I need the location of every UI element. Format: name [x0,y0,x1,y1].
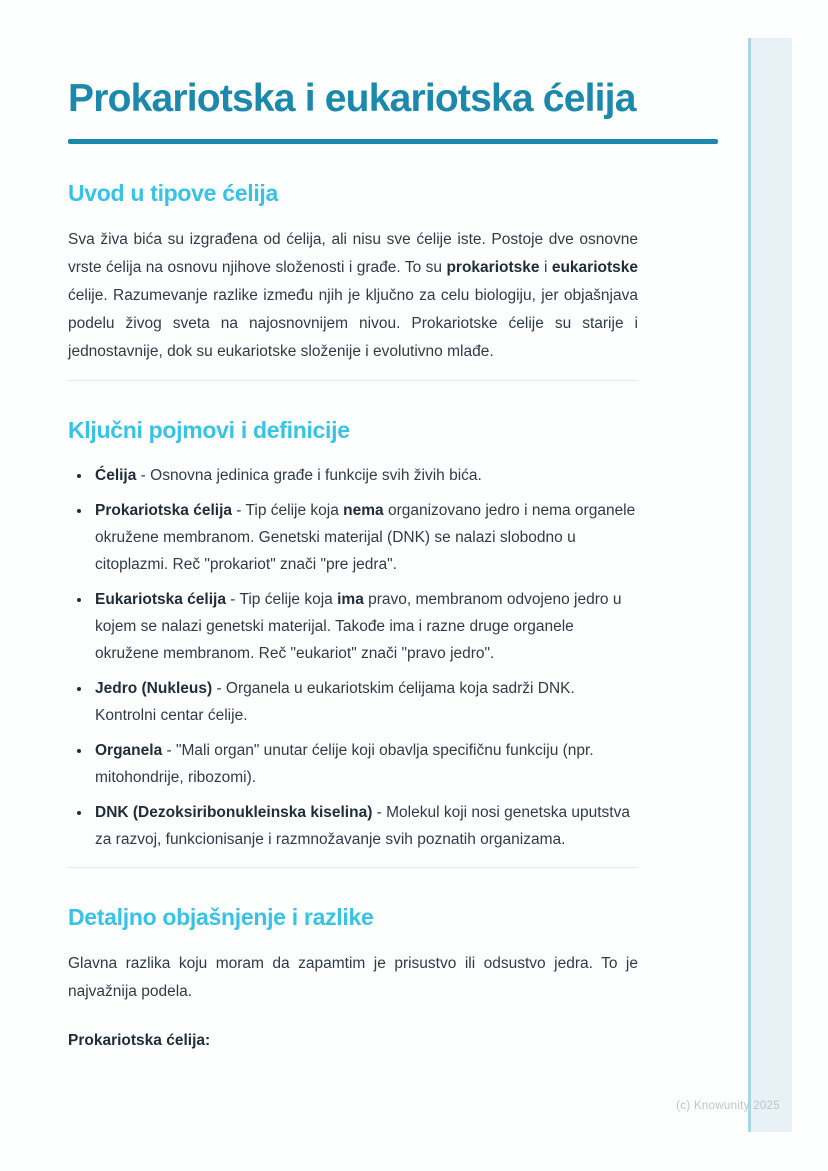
bold-text-run: Organela [95,742,163,759]
text-run: i [539,259,552,276]
bold-text-run: Ćelija [95,467,137,484]
text-run: - Osnovna jedinica građe i funkcije svih živih bića. [136,467,482,484]
term-list-item [92,586,640,667]
section-divider [68,867,638,868]
section-heading-intro: Uvod u tipove ćelija [68,180,278,206]
page-edge-accent-bar [748,38,792,1132]
text-run: Sva živa bića su izgrađena od ćelija, ali nisu sve ćelije iste. Postoje dve osnovne vrste ćelija na osnovu njihove složenosti i građe. To su [68,231,638,276]
text-run: pravo, membranom odvojeno jedro u kojem se nalazi genetski materijal. Takođe ima i razne druge organele okružene membranom. Reč "eukariot" znači "pravo jedro". [95,591,622,662]
text-run: - Molekul koji nosi genetska uputstva za razvoj, funkcionisanje i razmnožavanje svih poznatih organizama. [95,804,630,848]
bold-text-run: Jedro (Nukleus) [95,680,213,697]
text-run: - Organela u eukariotskim ćelijama koja sadrži DNK. Kontrolni centar ćelije. [95,680,575,724]
details-paragraph: Glavna razlika koju moram da zapamtim je prisustvo ili odsustvo jedra. To je najvažnija podela. [68,955,638,1000]
section-heading-key-terms: Ključni pojmovi i definicije [68,417,350,443]
bold-text-run: DNK (Dezoksiribonukleinska kiselina) [95,804,373,821]
term-list-item [92,799,640,853]
section-divider [68,380,638,381]
bold-text-run: eukariotske [551,259,638,276]
term-list-item [92,737,640,791]
text-run: - Tip ćelije koja [225,591,338,608]
text-run: ćelije. Razumevanje razlike između njih je ključno za celu biologiju, jer objašnjava podelu živog sveta na najosnovnijem nivou. Prokariotske ćelije su starije i jednostavnije, dok su eukariotske složenije i evolutivno mlađe. [68,287,638,360]
bold-text-run: ima [337,591,364,608]
title-rule [68,139,718,144]
document-content [68,76,718,1055]
page-title: Prokariotska i eukariotska ćelija [68,77,636,120]
text-run: organizovano jedro i nema organele okružene membranom. Genetski materijal (DNK) se nalazi slobodno u citoplazmi. Reč "prokariot" znači "pre jedra". [95,502,636,573]
text-run: - "Mali organ" unutar ćelije koji obavlja specifičnu funkciju (npr. mitohondrije, ribozomi). [95,742,594,786]
intro-paragraph [68,226,638,366]
details-subheading: Prokariotska ćelija: [68,1032,211,1049]
text-run: - Tip ćelije koja [232,502,344,519]
key-terms-list [68,462,640,853]
bold-text-run: prokariotske [446,259,540,276]
copyright-footer: (c) Knowunity 2025 [676,1100,780,1112]
term-list-item [92,462,640,489]
section-heading-details: Detaljno objašnjenje i razlike [68,904,374,930]
bold-text-run: nema [343,502,384,519]
bold-text-run: Eukariotska ćelija [95,591,226,608]
bold-text-run: Prokariotska ćelija [95,502,232,519]
term-list-item [92,675,640,729]
term-list-item [92,497,640,578]
